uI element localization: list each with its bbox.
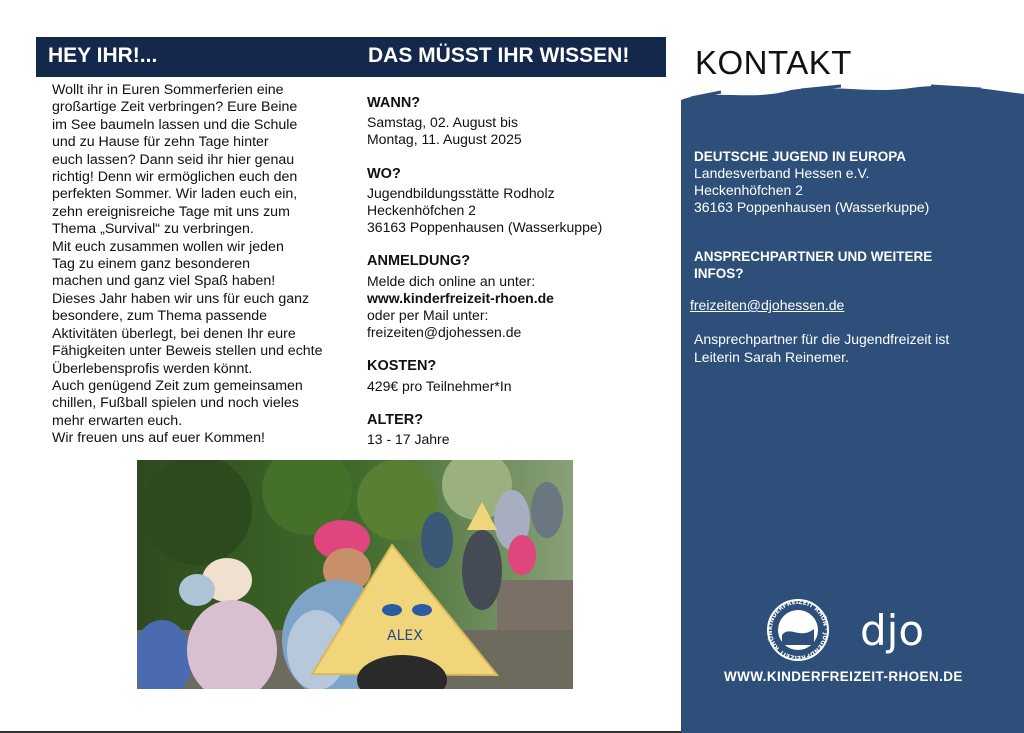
info-registration [367,253,667,341]
registration-label: ANMELDUNG? [367,253,471,270]
intro-line: Auch genügend Zeit zum gemeinsamen [52,377,303,394]
intro-line: großartige Zeit verbringen? Eure Beine [52,99,298,116]
intro-line: Wir freuen uns auf euer Kommen! [52,430,265,447]
info-costs [367,358,667,394]
where-label: WO? [367,165,401,182]
intro-line: perfekten Sommer. Wir laden euch ein, [52,186,298,203]
org-line-3: 36163 Poppenhausen (Wasserkuppe) [694,199,930,215]
info-heading: DAS MÜSST IHR WISSEN! [368,44,630,67]
intro-line: Tag zu einem ganz besonderen [52,256,250,273]
intro-line: euch lassen? Dann seid ihr hier genau [52,151,295,168]
logos [760,595,960,665]
intro-line: Wollt ihr in Euren Sommerferien eine [52,82,284,98]
intro-line: Mit euch zusammen wollen wir jeden [52,238,284,255]
intro-heading: HEY IHR!... [48,44,158,67]
when-line-1: Samstag, 02. August bis [367,114,518,131]
children-hiking-photo [137,460,573,689]
contact-person-text: Ansprechpartner für die Jugendfreizeit ist Leiterin Sarah Reinemer. [694,331,950,365]
age-label: ALTER? [367,411,424,428]
org-address [694,165,929,216]
intro-line: Überlebensprofis werden könnt. [52,360,253,377]
intro-text [52,82,352,448]
where-line-2: Heckenhöfchen 2 [367,202,476,219]
org-line-1: Landesverband Hessen e.V. [694,165,870,181]
intro-line: machen und ganz viel Spaß haben! [52,273,276,290]
registration-line-1: Melde dich online an unter: [367,272,536,289]
where-line-1: Jugendbildungsstätte Rodholz [367,184,555,201]
when-label: WANN? [367,95,421,111]
hat-text: ALEX [387,628,423,644]
contact-website-link[interactable]: WWW.KINDERFREIZEIT-RHOEN.DE [724,669,963,684]
info-age [367,412,667,448]
when-line-2: Montag, 11. August 2025 [367,131,522,148]
where-line-3: 36163 Poppenhausen (Wasserkuppe) [367,219,603,236]
costs-label: KOSTEN? [367,358,437,375]
djo-logo: djo [860,606,925,655]
org-line-2: Heckenhöfchen 2 [694,182,803,198]
contact-title: KONTAKT [695,44,852,81]
org-name: DEUTSCHE JUGEND IN EUROPA [694,149,907,164]
header-bar [36,37,666,77]
contact-email-link[interactable]: freizeiten@djohessen.de [690,297,845,313]
intro-line: und zu Hause für zehn Tage hinter [52,134,269,151]
info-where [367,166,667,237]
intro-line: chillen, Fußball spielen und noch vieles [52,395,299,412]
registration-website-link[interactable]: www.kinderfreizeit-rhoen.de [367,289,554,306]
intro-line: zehn ereignisreiche Tage mit uns zum [52,203,290,220]
info-column [367,95,667,465]
brush-stroke-decoration [681,80,1024,120]
kinderfreizeit-rhoen-logo [767,599,829,661]
registration-email-link[interactable]: freizeiten@djohessen.de [367,324,522,341]
intro-line: richtig! Denn wir ermöglichen euch den [52,169,298,186]
intro-line: Fähigkeiten unter Beweis stellen und echte [52,343,323,360]
intro-line: mehr erwarten euch. [52,412,183,429]
intro-line: im See baumeln lassen und die Schule [52,116,298,133]
partner-heading: ANSPRECHPARTNER UND WEITERE INFOS? [694,249,933,281]
info-when [367,95,667,149]
intro-line: Aktivitäten überlegt, bei denen Ihr eure [52,325,296,342]
logo-ring-text: KINDERFREIZEIT RHÖN · JUGENDFREIZEIT RHÖN [766,598,830,662]
intro-line: Thema „Survival“ zu verbringen. [52,221,254,238]
intro-line: Dieses Jahr haben wir uns für euch ganz [52,290,310,307]
costs-line-1: 429€ pro Teilnehmer*In [367,377,512,394]
age-line-1: 13 - 17 Jahre [367,431,450,448]
registration-line-3: oder per Mail unter: [367,307,489,324]
intro-line: besondere, zum Thema passende [52,308,268,325]
